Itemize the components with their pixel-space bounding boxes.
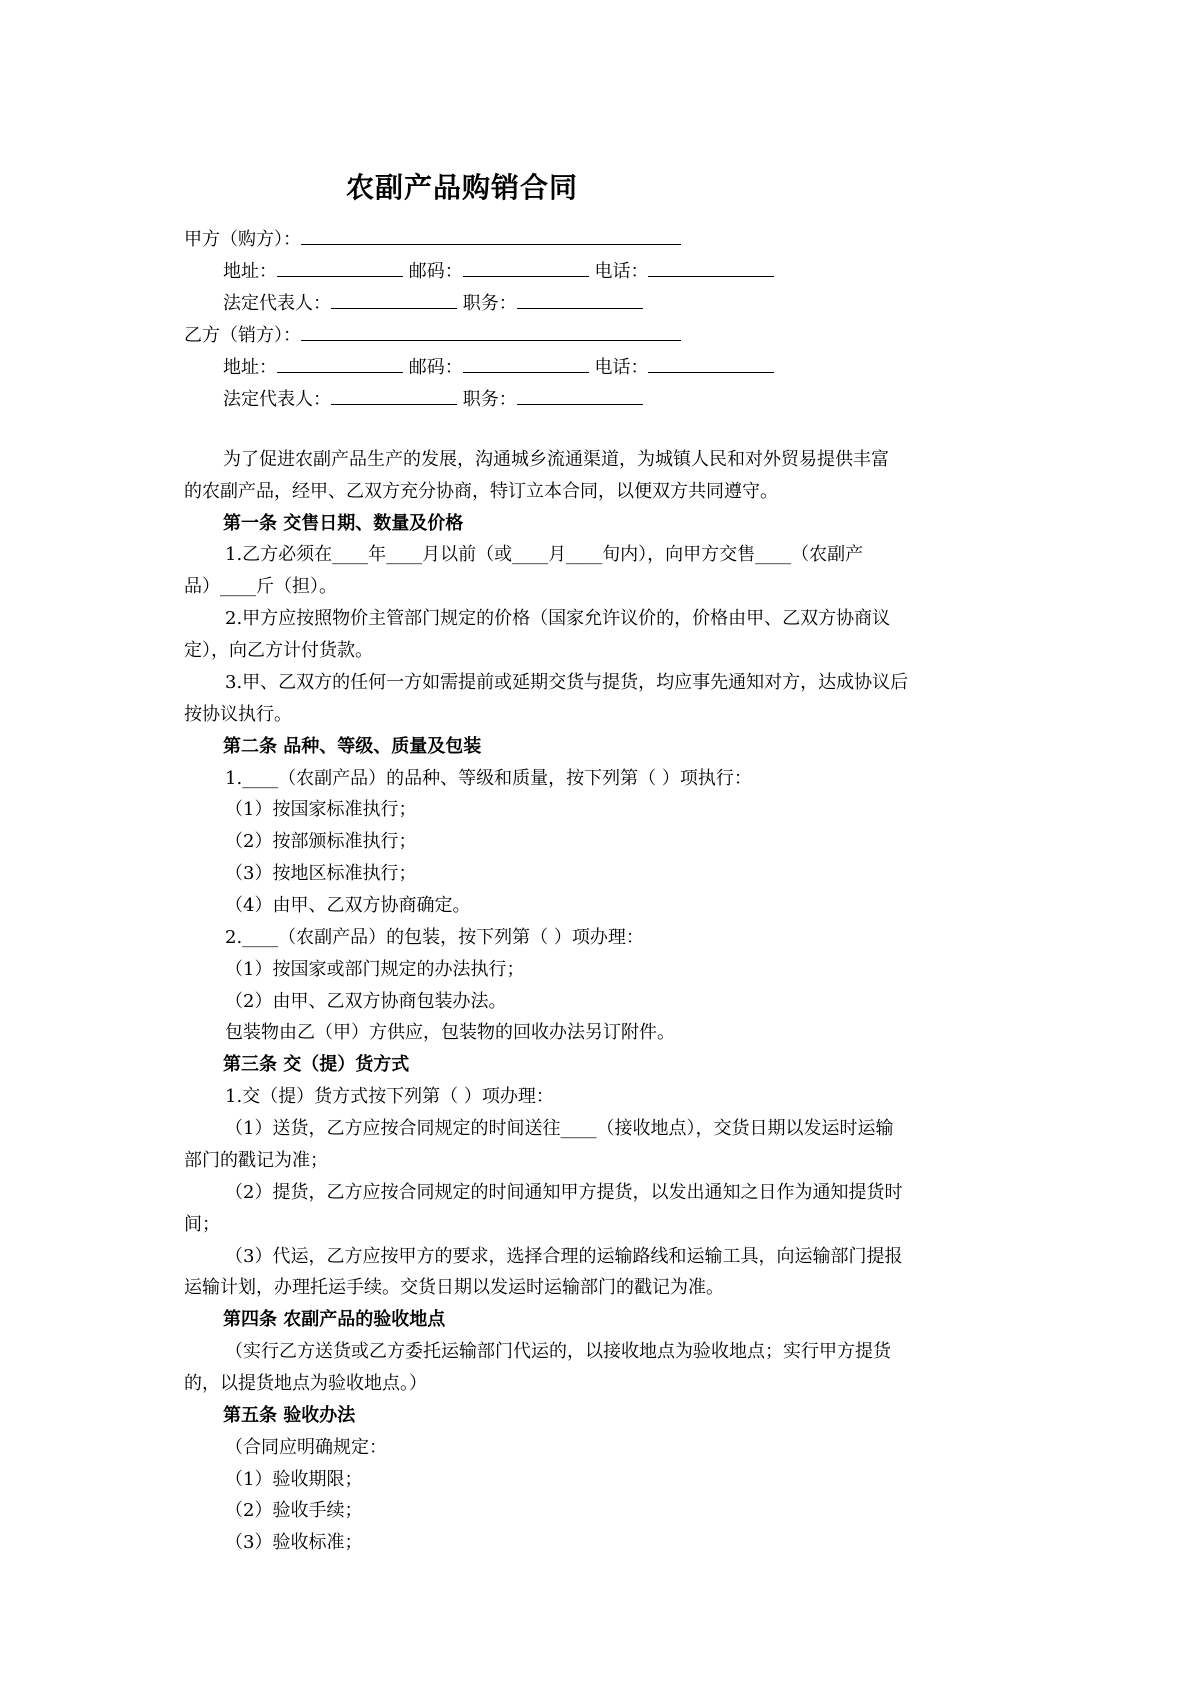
- party-a-phone-blank[interactable]: [648, 256, 774, 277]
- article-2-line-4: （3）按地区标准执行；: [225, 863, 417, 884]
- article-2-line-6: 2.____（农副产品）的包装，按下列第（ ）项办理：: [225, 927, 644, 948]
- party-a-line: [184, 224, 681, 252]
- article-5-line-1: （合同应明确规定：: [225, 1437, 387, 1458]
- party-b-line: [184, 320, 681, 348]
- article-2-line-1: 1.____（农副产品）的品种、等级和质量，按下列第（ ）项执行：: [225, 768, 752, 789]
- party-b-phone-blank[interactable]: [648, 352, 774, 373]
- article-1-heading: 第一条 交售日期、数量及价格: [223, 513, 464, 534]
- article-3-line-2b: 部门的戳记为准；: [184, 1150, 328, 1171]
- article-2-line-2: （1）按国家标准执行；: [225, 799, 417, 820]
- party-a-contact-line: [223, 256, 774, 284]
- party-a-label: 甲方（购方）：: [184, 229, 301, 250]
- intro-line-2: 的农副产品，经甲、乙双方充分协商，特订立本合同，以便双方共同遵守。: [184, 481, 778, 502]
- party-a-name-blank[interactable]: [301, 224, 681, 245]
- party-b-rep-label: 法定代表人：: [223, 389, 331, 410]
- party-b-address-label: 地址：: [223, 357, 277, 378]
- article-1-item-3b: 按协议执行。: [184, 704, 292, 725]
- party-a-address-label: 地址：: [223, 261, 277, 282]
- intro-line-1: 为了促进农副产品生产的发展，沟通城乡流通渠道，为城镇人民和对外贸易提供丰富: [223, 449, 889, 470]
- article-1-item-2b: 定），向乙方计付货款。: [184, 640, 373, 661]
- article-4-line-1a: （实行乙方送货或乙方委托运输部门代运的，以接收地点为验收地点；实行甲方提货: [225, 1341, 891, 1362]
- article-2-line-5: （4）由甲、乙双方协商确定。: [225, 895, 471, 916]
- party-a-rep-line: [223, 288, 643, 316]
- party-a-rep-label: 法定代表人：: [223, 293, 331, 314]
- party-a-postcode-blank[interactable]: [463, 256, 589, 277]
- article-2-line-7: （1）按国家或部门规定的办法执行；: [225, 959, 525, 980]
- article-2-line-9: 包装物由乙（甲）方供应，包装物的回收办法另订附件。: [225, 1022, 675, 1043]
- party-b-postcode-blank[interactable]: [463, 352, 589, 373]
- article-1-item-2a: 2.甲方应按照物价主管部门规定的价格（国家允许议价的，价格由甲、乙双方协商议: [225, 608, 891, 629]
- party-b-rep-line: [223, 384, 643, 412]
- party-b-name-blank[interactable]: [301, 320, 681, 341]
- party-a-address-blank[interactable]: [277, 256, 403, 277]
- article-2-heading: 第二条 品种、等级、质量及包装: [223, 736, 482, 757]
- article-5-line-3: （2）验收手续；: [225, 1500, 363, 1521]
- article-4-line-1b: 的，以提货地点为验收地点。）: [184, 1373, 427, 1394]
- party-b-postcode-label: 邮码：: [408, 357, 463, 378]
- article-5-line-4: （3）验收标准；: [225, 1532, 363, 1553]
- article-3-line-3b: 间；: [184, 1214, 220, 1235]
- article-3-line-3a: （2）提货，乙方应按合同规定的时间通知甲方提货，以发出通知之日作为通知提货时: [225, 1182, 903, 1203]
- article-1-item-1b: 品）____斤（担）。: [184, 576, 337, 597]
- party-b-rep-blank[interactable]: [331, 384, 457, 405]
- article-4-heading: 第四条 农副产品的验收地点: [223, 1309, 446, 1330]
- party-b-label: 乙方（销方）：: [184, 325, 301, 346]
- party-b-phone-label: 电话：: [594, 357, 649, 378]
- party-a-position-label: 职务：: [462, 293, 517, 314]
- party-a-position-blank[interactable]: [517, 288, 643, 309]
- article-3-line-1: 1.交（提）货方式按下列第（ ）项办理：: [225, 1086, 554, 1107]
- article-1-item-1a: 1.乙方必须在____年____月以前（或____月____旬内），向甲方交售____（农副产: [225, 544, 864, 565]
- document-title: 农副产品购销合同: [346, 171, 579, 204]
- party-a-phone-label: 电话：: [594, 261, 649, 282]
- article-3-line-4b: 运输计划，办理托运手续。交货日期以发运时运输部门的戳记为准。: [184, 1277, 724, 1298]
- party-b-position-label: 职务：: [462, 389, 517, 410]
- article-3-line-2a: （1）送货，乙方应按合同规定的时间送往____（接收地点），交货日期以发运时运输: [225, 1118, 894, 1139]
- party-a-rep-blank[interactable]: [331, 288, 457, 309]
- article-1-item-3a: 3.甲、乙双方的任何一方如需提前或延期交货与提货，均应事先通知对方，达成协议后: [225, 672, 909, 693]
- party-b-contact-line: [223, 352, 774, 380]
- party-a-postcode-label: 邮码：: [408, 261, 463, 282]
- article-5-line-2: （1）验收期限；: [225, 1469, 363, 1490]
- article-2-line-3: （2）按部颁标准执行；: [225, 831, 417, 852]
- article-3-line-4a: （3）代运，乙方应按甲方的要求，选择合理的运输路线和运输工具，向运输部门提报: [225, 1246, 903, 1267]
- party-b-address-blank[interactable]: [277, 352, 403, 373]
- article-5-heading: 第五条 验收办法: [223, 1405, 356, 1426]
- party-b-position-blank[interactable]: [517, 384, 643, 405]
- article-3-heading: 第三条 交（提）货方式: [223, 1054, 410, 1075]
- article-2-line-8: （2）由甲、乙双方协商包装办法。: [225, 991, 507, 1012]
